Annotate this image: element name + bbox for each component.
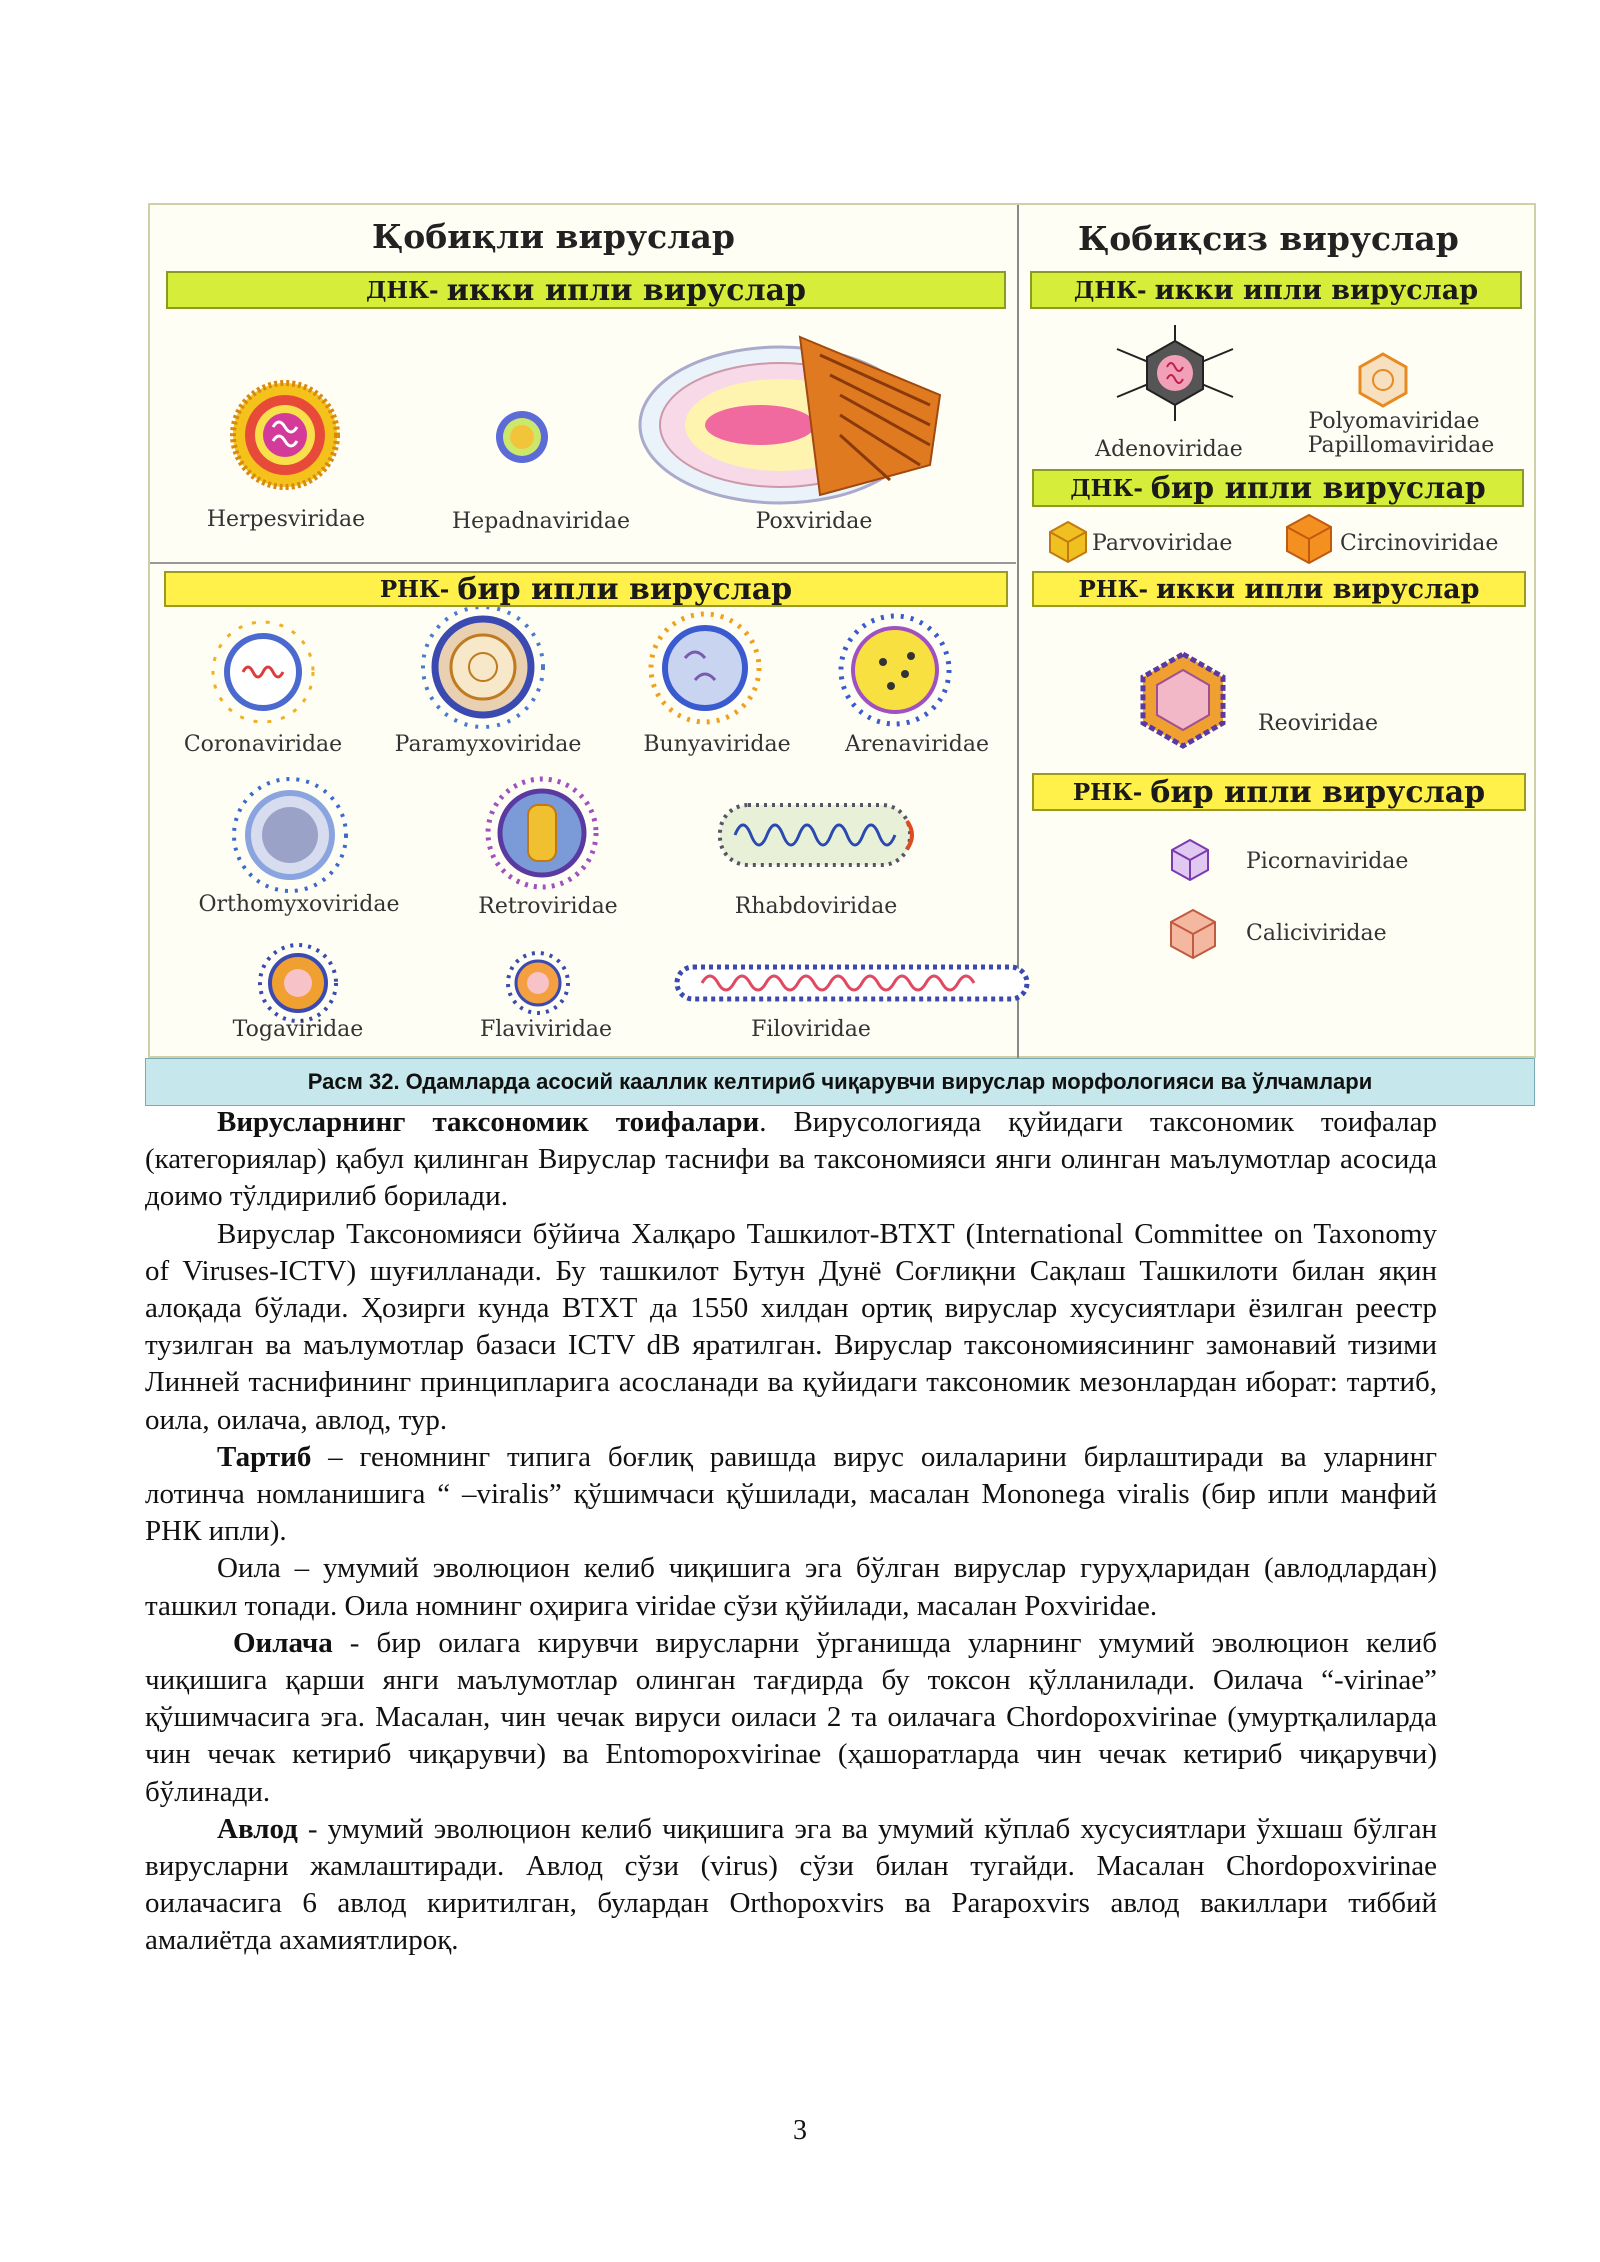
label-arenaviridae: Arenaviridae bbox=[845, 732, 989, 757]
flaviviridae-illustration bbox=[508, 953, 568, 1013]
band-dna-double-right bbox=[1030, 271, 1522, 309]
label-rhabdoviridae: Rhabdoviridae bbox=[734, 894, 898, 919]
label-poxviridae: Poxviridae bbox=[755, 509, 873, 534]
label-caliciviridae: Caliciviridae bbox=[1246, 921, 1387, 946]
label-filoviridae: Filoviridae bbox=[751, 1017, 871, 1042]
adenoviridae-illustration bbox=[1117, 325, 1233, 421]
band-prefix: РНК- bbox=[1078, 575, 1148, 603]
orthomyxoviridae-illustration bbox=[234, 779, 346, 891]
paragraph-text: - умумий эволюцион келиб чиқишига эга ва умумий кўплаб хусусиятлари ўхшаш бўлган вирусларни жамлаштиради. Авлод сўзи (virus) сўзи билан тугайди. Масалан Chordopoxvirinae оилачасига 6 авлод киритилган, булардан Orthopoxvirs ва Parapoxvirs авлод вакиллари тиббий амалиётда ахамиятлироқ. bbox=[145, 1812, 1437, 1957]
label-orthomyxoviridae: Orthomyxoviridae bbox=[198, 892, 400, 917]
label-picornaviridae: Picornaviridae bbox=[1246, 849, 1409, 874]
bunyaviridae-illustration bbox=[651, 614, 759, 722]
poxviridae-illustration bbox=[640, 337, 940, 503]
band-text: икки ипли вируслар bbox=[446, 272, 807, 308]
parvoviridae-illustration bbox=[1050, 522, 1086, 562]
nonenveloped-viruses-title: Қобиқсиз вируслар bbox=[1078, 219, 1459, 258]
band-rna-single-right bbox=[1032, 773, 1526, 811]
page-number: 3 bbox=[793, 2115, 807, 2146]
label-retroviridae: Retroviridae bbox=[478, 894, 618, 919]
paragraph-text: . Вирусологияда қуйидаги таксономик тоифалар (категориялар) қабул қилинган Вируслар таснифи ва таксономияси янги олинган маълумотлар асосида доимо тўлдирилиб борилади. bbox=[145, 1106, 1437, 1213]
paragraph-subfamily bbox=[145, 1625, 1437, 1811]
paragraph-text: - бир оилага кирувчи вирусларни ўрганишда уларнинг умумий эволюцион келиб чиқишига қарши янги маълумотлар олинган тағдирда бу токсон қўлланилади. Оилача “-virinae” қўшимчасига эга. Масалан, чин чечак вируси оиласи 2 та оилачага Chordopoxvirinae (умуртқалиларда чин чечак кетириб чиқарувчи) ва Entomopoxvirinae (ҳашоратларда чин чечак кетириб чиқарувчи) бўлинади. bbox=[145, 1626, 1437, 1808]
label-coronaviridae: Coronaviridae bbox=[183, 732, 343, 757]
reoviridae-illustration bbox=[1143, 654, 1223, 746]
band-text: бир ипли вируслар bbox=[1150, 774, 1486, 810]
band-text: бир ипли вируслар bbox=[457, 571, 793, 607]
paragraph-taxonomic-categories bbox=[145, 1104, 1437, 1216]
paragraph-heading: Авлод bbox=[217, 1812, 298, 1845]
label-papillomaviridae: Papillomaviridae bbox=[1307, 433, 1495, 458]
band-prefix: РНК- bbox=[1072, 778, 1143, 806]
body-text bbox=[145, 1104, 1437, 1960]
paragraph-genus bbox=[145, 1811, 1437, 1960]
paragraph-heading: Тартиб bbox=[217, 1440, 312, 1473]
paragraph-text: Оила – умумий эволюцион келиб чиқишига эга бўлган вируслар гуруҳларидан (авлодлардан) ташкил топади. Оила номнинг оҳирига viridae сўзи қўйилади, масалан Poxviridae. bbox=[145, 1552, 1437, 1622]
band-prefix: ДНК- bbox=[1073, 276, 1147, 304]
rhabdoviridae-illustration bbox=[720, 805, 912, 865]
herpesviridae-illustration bbox=[233, 383, 337, 487]
circinoviridae-illustration bbox=[1287, 515, 1331, 563]
band-dna-single-right bbox=[1032, 469, 1524, 507]
figure-caption: Расм 32. Одамларда асосий кааллик келтириб чиқарувчи вируслар морфологияси ва ўлчамлари bbox=[145, 1058, 1535, 1106]
band-text: икки ипли вируслар bbox=[1154, 274, 1479, 306]
label-bunyaviridae: Bunyaviridae bbox=[643, 732, 791, 757]
caliciviridae-illustration bbox=[1171, 910, 1215, 958]
paragraph-ictv bbox=[145, 1216, 1437, 1439]
filoviridae-illustration bbox=[677, 967, 1027, 999]
label-togaviridae: Togaviridae bbox=[232, 1017, 364, 1042]
enveloped-viruses-title: Қобиқли вируслар bbox=[372, 217, 735, 256]
label-herpesviridae: Herpesviridae bbox=[206, 507, 366, 532]
hepadnaviridae-illustration bbox=[496, 411, 548, 463]
paragraph-order bbox=[145, 1439, 1437, 1551]
label-flaviviridae: Flaviviridae bbox=[479, 1017, 613, 1042]
label-reoviridae: Reoviridae bbox=[1258, 711, 1379, 736]
label-paramyxoviridae: Paramyxoviridae bbox=[394, 732, 582, 757]
coronaviridae-illustration bbox=[213, 622, 313, 722]
togaviridae-illustration bbox=[260, 945, 336, 1021]
band-prefix: ДНК- bbox=[1070, 474, 1143, 502]
virus-morphology-figure bbox=[148, 203, 1536, 1058]
retroviridae-illustration bbox=[488, 779, 596, 887]
paragraph-text: Вируслар Таксономияси бўйича Халқаро Ташкилот-ВТХТ (International Committee on Taxonomy of Viruses-ICTV) шуғилланади. Бу ташкилот Бутун Дунё Соғлиқни Сақлаш Ташкилоти билан яқин алоқада бўлади. Ҳозирги кунда ВТХТ да 1550 хилдан ортиқ вируслар хусусиятлари ёзилган реестр тузилган ва маълумотлар базаси ICTV dB яратилган. Вируслар таксономиясининг замонавий тизими Линней таснифининг принципларига асосланади ва қуйидаги таксономик мезонлардан иборат: тартиб, оила, оилача, авлод, тур. bbox=[145, 1217, 1437, 1436]
label-polyomaviridae: Polyomaviridae bbox=[1308, 409, 1480, 434]
polyomaviridae-illustration bbox=[1360, 354, 1406, 406]
label-adenoviridae: Adenoviridae bbox=[1095, 437, 1243, 462]
band-prefix: РНК- bbox=[379, 575, 450, 603]
band-prefix: ДНК- bbox=[365, 276, 439, 304]
band-rna-single-left bbox=[164, 571, 1008, 607]
paragraph-heading: Вирусларнинг таксономик тоифалари bbox=[217, 1106, 760, 1138]
band-text: икки ипли вируслар bbox=[1156, 573, 1480, 605]
label-parvoviridae: Parvoviridae bbox=[1092, 531, 1233, 556]
paragraph-text: – геномнинг типига боғлиқ равишда вирус оилаларини бирлаштиради ва уларнинг лотинча номланишига “ –viralis” қўшимчаси қўшилади, масалан Mononega viralis (бир ипли манфий РНК ипли). bbox=[145, 1440, 1437, 1548]
band-rna-double-right bbox=[1032, 571, 1526, 607]
paragraph-family bbox=[145, 1550, 1437, 1624]
paramyxoviridae-illustration bbox=[423, 607, 543, 727]
picornaviridae-illustration bbox=[1172, 840, 1208, 880]
band-dna-double-left bbox=[166, 271, 1006, 309]
label-circinoviridae: Circinoviridae bbox=[1340, 531, 1499, 556]
paragraph-heading: Оилача bbox=[233, 1626, 333, 1659]
arenaviridae-illustration bbox=[841, 616, 949, 724]
band-text: бир ипли вируслар bbox=[1150, 470, 1486, 506]
label-hepadnaviridae: Hepadnaviridae bbox=[451, 509, 631, 534]
